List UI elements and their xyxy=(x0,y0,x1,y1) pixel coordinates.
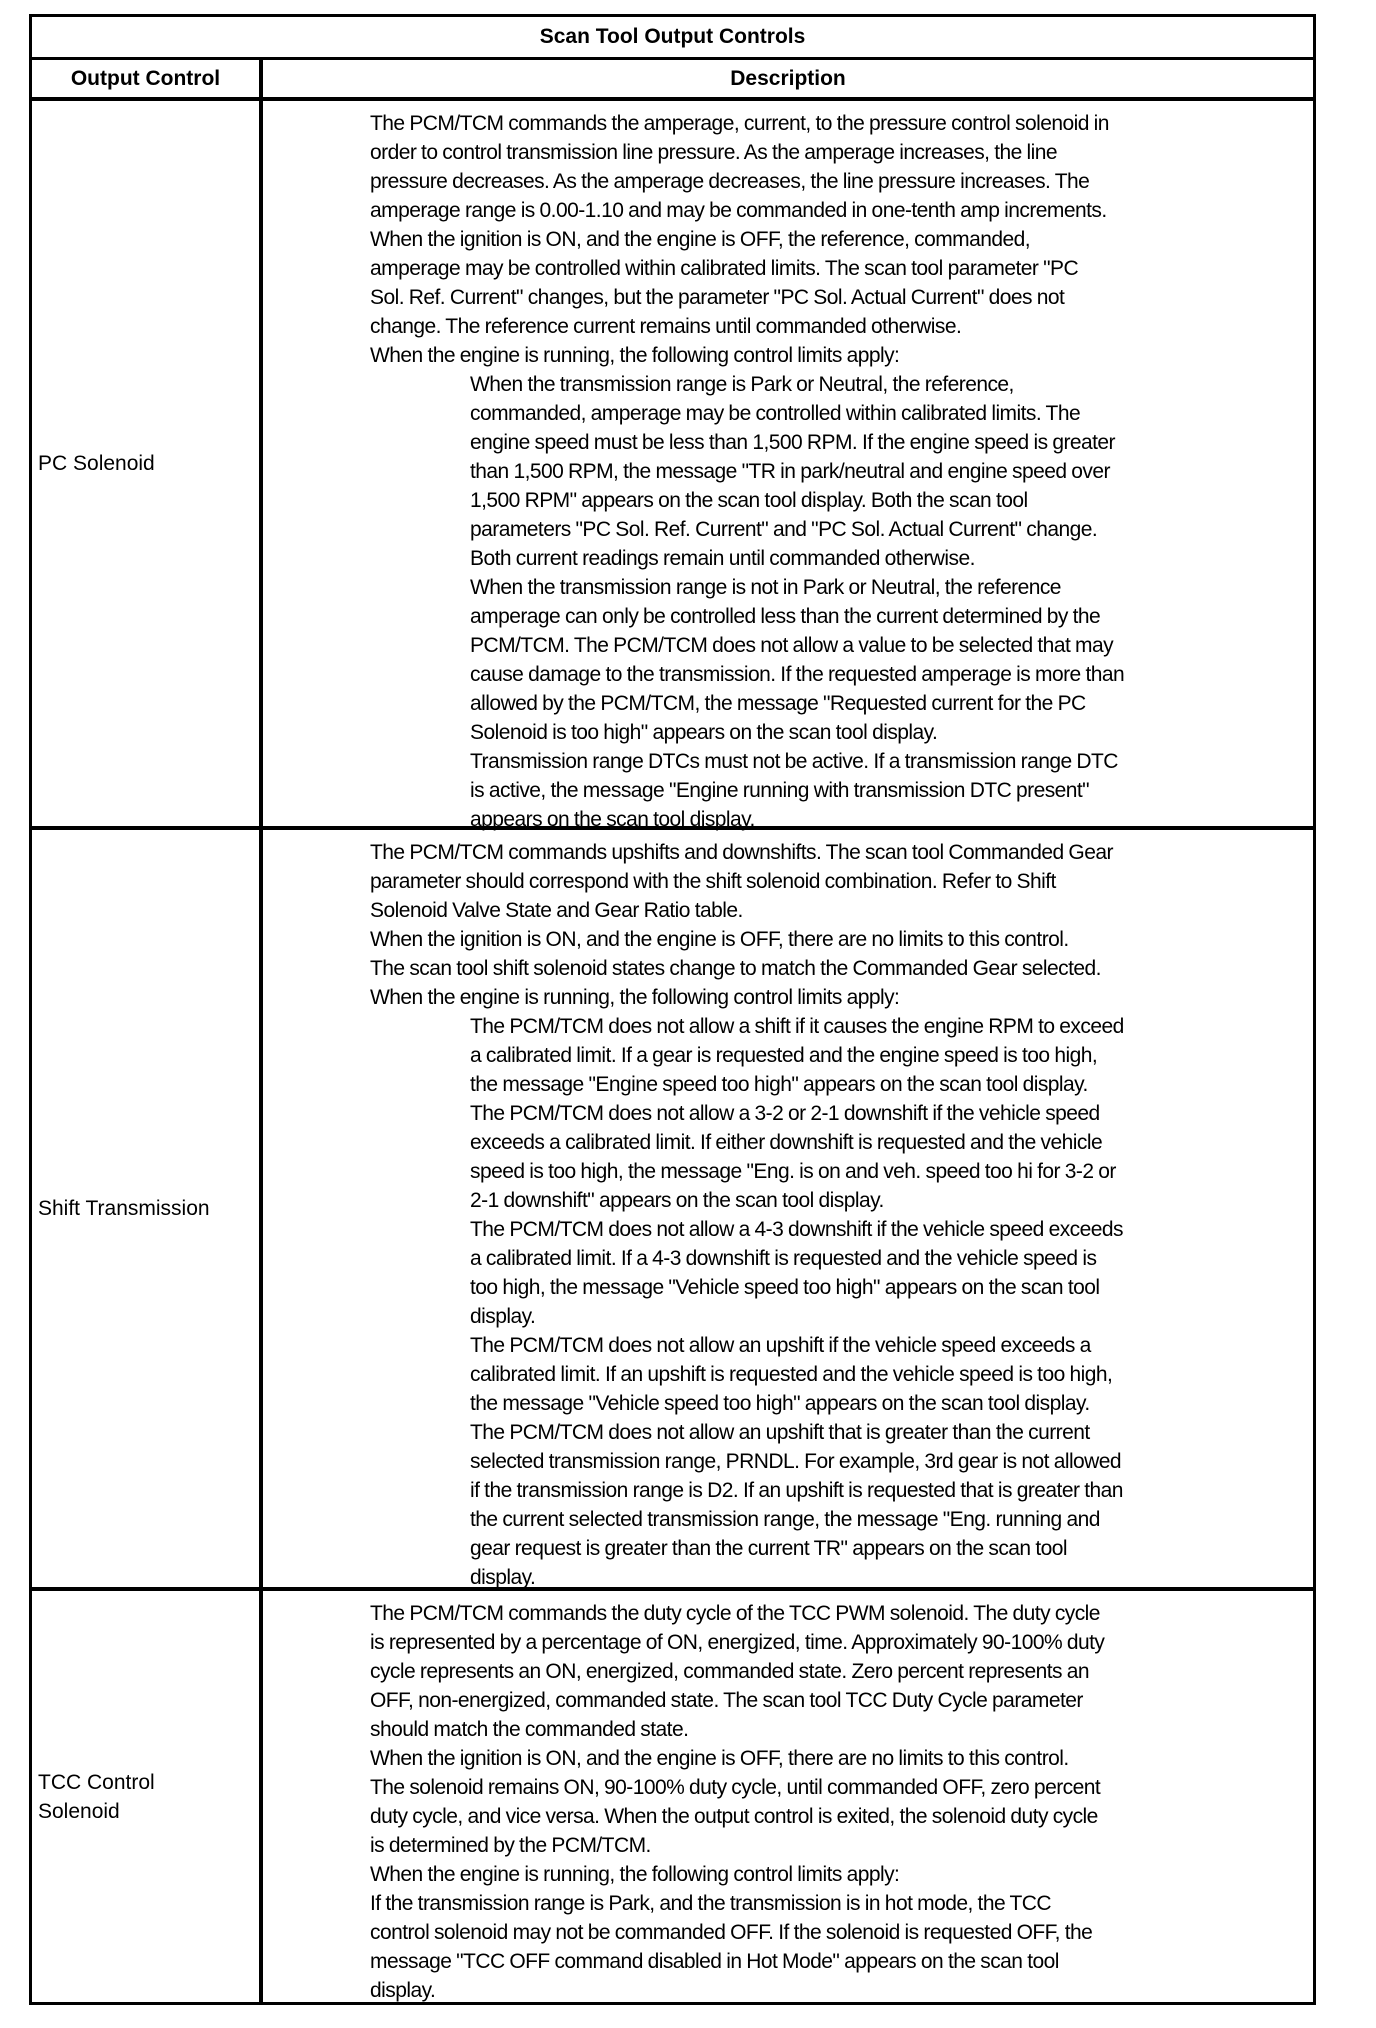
description-line: if the transmission range is D2. If an upshift is requested that is greater than xyxy=(470,1479,1123,1502)
description-line: order to control transmission line pressure. As the amperage increases, the line xyxy=(370,141,1058,164)
description-line: selected transmission range, PRNDL. For example, 3rd gear is not allowed xyxy=(470,1450,1122,1473)
description-line: change. The reference current remains until commanded otherwise. xyxy=(370,315,962,338)
description-line: When the engine is running, the following control limits apply: xyxy=(370,986,900,1009)
description-line: the message "Vehicle speed too high" appears on the scan tool display. xyxy=(470,1392,1090,1415)
output-control-label: PC Solenoid xyxy=(38,452,155,475)
output-control-label: TCC Control Solenoid xyxy=(38,1770,155,1823)
description-line: PCM/TCM. The PCM/TCM does not allow a value to be selected that may xyxy=(470,634,1114,657)
description-line: is represented by a percentage of ON, energized, time. Approximately 90-100% duty xyxy=(370,1631,1105,1654)
description-line: The PCM/TCM commands the amperage, current, to the pressure control solenoid in xyxy=(370,112,1109,135)
table-row-shift-transmission xyxy=(32,830,1313,1591)
description-cell xyxy=(370,109,1305,834)
description-line: The PCM/TCM does not allow a shift if it causes the engine RPM to exceed xyxy=(470,1015,1124,1038)
description-line: Sol. Ref. Current" changes, but the parameter "PC Sol. Actual Current" does not xyxy=(370,286,1065,309)
description-line: OFF, non-energized, commanded state. The scan tool TCC Duty Cycle parameter xyxy=(370,1689,1083,1712)
description-line: parameters "PC Sol. Ref. Current" and "PC Sol. Actual Current" change. xyxy=(470,518,1098,541)
description-line: engine speed must be less than 1,500 RPM. If the engine speed is greater xyxy=(470,431,1116,454)
column-header-description: Description xyxy=(730,66,846,90)
description-line: exceeds a calibrated limit. If either downshift is requested and the vehicle xyxy=(470,1131,1103,1154)
description-line: pressure decreases. As the amperage decreases, the line pressure increases. The xyxy=(370,170,1090,193)
description-line: the current selected transmission range, the message "Eng. running and xyxy=(470,1508,1100,1531)
description-line: amperage range is 0.00-1.10 and may be commanded in one-tenth amp increments. xyxy=(370,199,1107,222)
description-line: display. xyxy=(470,1566,536,1589)
description-line: 2-1 downshift" appears on the scan tool display. xyxy=(470,1189,884,1212)
description-line: The PCM/TCM commands upshifts and downshifts. The scan tool Commanded Gear xyxy=(370,841,1113,864)
description-line: amperage may be controlled within calibrated limits. The scan tool parameter "PC xyxy=(370,257,1079,280)
output-control-label: Shift Transmission xyxy=(38,1197,210,1220)
description-line: should match the commanded state. xyxy=(370,1718,689,1741)
description-line: speed is too high, the message "Eng. is on and veh. speed too hi for 3-2 or xyxy=(470,1160,1116,1183)
column-divider xyxy=(259,60,263,2002)
description-line: message "TCC OFF command disabled in Hot Mode" appears on the scan tool xyxy=(370,1950,1059,1973)
description-line: than 1,500 RPM, the message "TR in park/neutral and engine speed over xyxy=(470,460,1110,483)
column-header-output-control: Output Control xyxy=(70,66,221,90)
description-line: is active, the message "Engine running with transmission DTC present" xyxy=(470,779,1090,802)
description-line: The PCM/TCM does not allow an upshift that is greater than the current xyxy=(470,1421,1090,1444)
description-line: The scan tool shift solenoid states change to match the Commanded Gear selected. xyxy=(370,957,1101,980)
description-line: is determined by the PCM/TCM. xyxy=(370,1834,651,1857)
description-line: Solenoid is too high" appears on the scan tool display. xyxy=(470,721,938,744)
description-line: The PCM/TCM commands the duty cycle of the TCC PWM solenoid. The duty cycle xyxy=(370,1602,1100,1625)
description-line: When the ignition is ON, and the engine is OFF, there are no limits to this control. xyxy=(370,928,1069,951)
description-line: control solenoid may not be commanded OFF. If the solenoid is requested OFF, the xyxy=(370,1921,1093,1944)
description-line: Solenoid Valve State and Gear Ratio table. xyxy=(370,899,743,922)
description-line: commanded, amperage may be controlled within calibrated limits. The xyxy=(470,402,1081,425)
description-line: display. xyxy=(370,1979,436,2002)
scan-tool-output-controls-table xyxy=(29,14,1316,2005)
description-line: Transmission range DTCs must not be active. If a transmission range DTC xyxy=(470,750,1118,773)
description-line: the message "Engine speed too high" appears on the scan tool display. xyxy=(470,1073,1088,1096)
description-line: gear request is greater than the current TR" appears on the scan tool xyxy=(470,1537,1067,1560)
description-line: The PCM/TCM does not allow an upshift if the vehicle speed exceeds a xyxy=(470,1334,1091,1357)
description-line: When the engine is running, the following control limits apply: xyxy=(370,344,900,367)
description-line: a calibrated limit. If a gear is requested and the engine speed is too high, xyxy=(470,1044,1098,1067)
description-line: allowed by the PCM/TCM, the message "Requested current for the PC xyxy=(470,692,1086,715)
description-line: The PCM/TCM does not allow a 4-3 downshift if the vehicle speed exceeds xyxy=(470,1218,1123,1241)
description-line: When the transmission range is not in Park or Neutral, the reference xyxy=(470,576,1061,599)
description-cell xyxy=(370,1599,1305,2005)
description-line: appears on the scan tool display. xyxy=(470,808,755,831)
description-line: parameter should correspond with the shift solenoid combination. Refer to Shift xyxy=(370,870,1056,893)
description-line: When the transmission range is Park or Neutral, the reference, xyxy=(470,373,1014,396)
description-line: 1,500 RPM" appears on the scan tool display. Both the scan tool xyxy=(470,489,1028,512)
description-line: When the ignition is ON, and the engine is OFF, there are no limits to this control. xyxy=(370,1747,1069,1770)
description-line: When the ignition is ON, and the engine is OFF, the reference, commanded, xyxy=(370,228,1031,251)
description-line: The solenoid remains ON, 90-100% duty cycle, until commanded OFF, zero percent xyxy=(370,1776,1101,1799)
description-line: The PCM/TCM does not allow a 3-2 or 2-1 downshift if the vehicle speed xyxy=(470,1102,1100,1125)
table-header-row xyxy=(32,60,1313,101)
description-line: a calibrated limit. If a 4-3 downshift is requested and the vehicle speed is xyxy=(470,1247,1097,1270)
description-line: If the transmission range is Park, and the transmission is in hot mode, the TCC xyxy=(370,1892,1051,1915)
description-line: duty cycle, and vice versa. When the output control is exited, the solenoid duty cycle xyxy=(370,1805,1098,1828)
description-line: When the engine is running, the following control limits apply: xyxy=(370,1863,900,1886)
description-line: cause damage to the transmission. If the requested amperage is more than xyxy=(470,663,1125,686)
description-cell xyxy=(370,838,1305,1592)
description-line: display. xyxy=(470,1305,536,1328)
table-row-pc-solenoid xyxy=(32,101,1313,830)
description-line: too high, the message "Vehicle speed too high" appears on the scan tool xyxy=(470,1276,1100,1299)
table-row-tcc-control-solenoid xyxy=(32,1591,1313,2002)
description-line: Both current readings remain until commanded otherwise. xyxy=(470,547,975,570)
description-line: amperage can only be controlled less than the current determined by the xyxy=(470,605,1101,628)
description-line: calibrated limit. If an upshift is requested and the vehicle speed is too high, xyxy=(470,1363,1113,1386)
description-line: cycle represents an ON, energized, commanded state. Zero percent represents an xyxy=(370,1660,1089,1683)
table-title: Scan Tool Output Controls xyxy=(32,17,1313,60)
